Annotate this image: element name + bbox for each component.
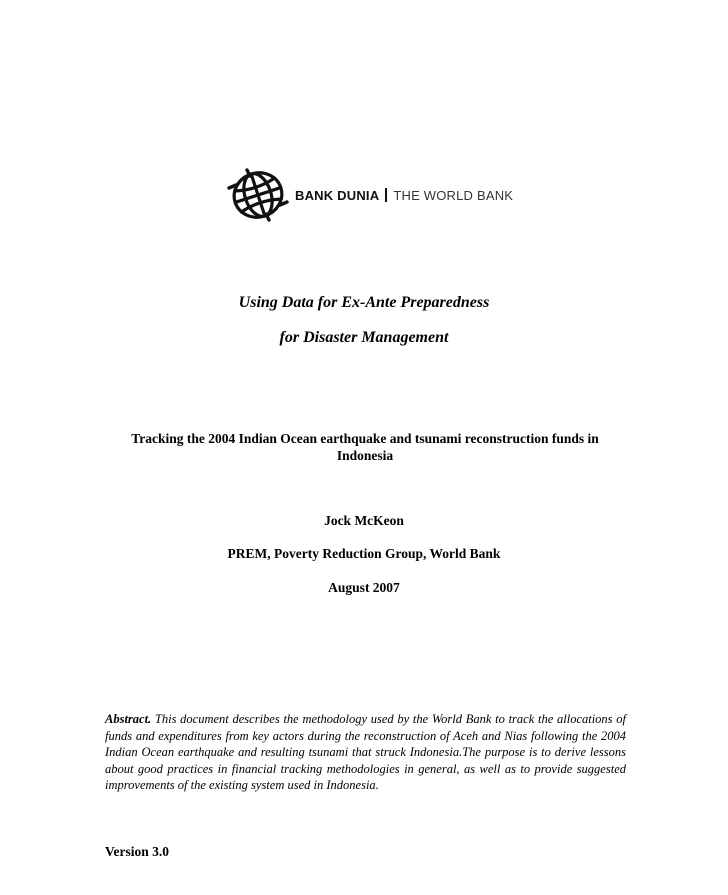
abstract-lead: Abstract.	[105, 712, 152, 726]
logo-name-bold: BANK DUNIA	[295, 187, 380, 203]
globe-icon	[227, 168, 289, 222]
logo-separator	[385, 188, 387, 202]
title-line-2: for Disaster Management	[279, 329, 449, 346]
author: Jock McKeon	[324, 513, 404, 528]
title-line-1: Using Data for Ex-Ante Preparedness	[238, 294, 490, 311]
subtitle: Tracking the 2004 Indian Ocean earthquake and tsunami reconstruction funds in Indonesia	[131, 431, 599, 463]
affiliation: PREM, Poverty Reduction Group, World Bank	[227, 546, 501, 561]
world-bank-logo	[227, 168, 513, 222]
abstract	[105, 711, 626, 794]
version: Version 3.0	[105, 844, 170, 859]
logo-wordmark	[295, 188, 513, 203]
abstract-text: This document describes the methodology used by the World Bank to track the allocations of funds and expenditures from key actors during the reconstruction of Aceh and Nias following the 2004 Indian Ocean earthquake and resulting tsunami that struck Indonesia.The purpose is to derive lessons about good practices in financial tracking methodologies in general, as well as to provide suggested improvements of the existing system used in Indonesia.	[105, 712, 626, 792]
publication-date: August 2007	[328, 580, 400, 595]
logo-name-light: THE WORLD BANK	[393, 187, 514, 203]
